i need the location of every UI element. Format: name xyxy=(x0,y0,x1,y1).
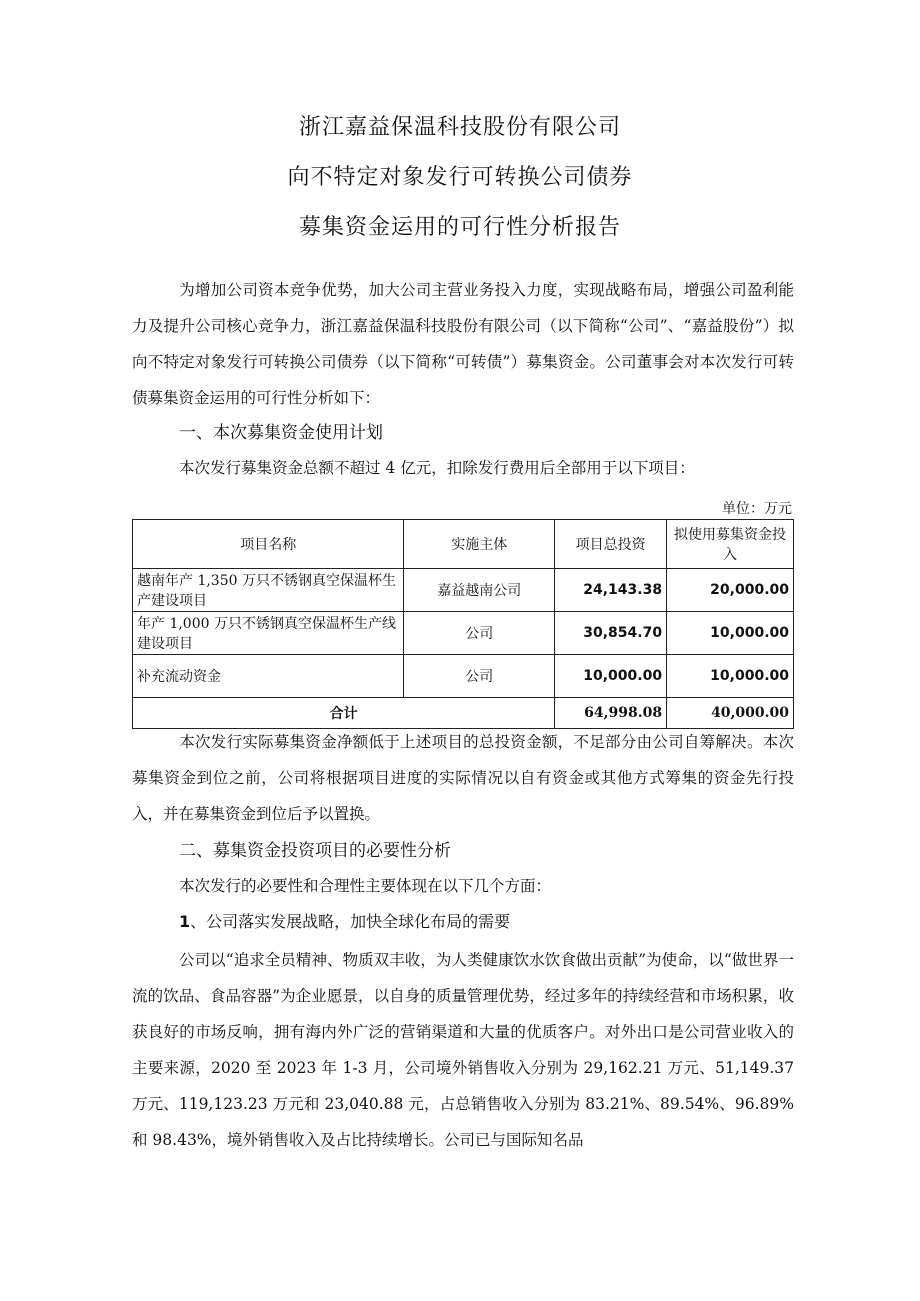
intro-paragraph xyxy=(132,272,794,416)
header-raise-amount: 拟使用募集资金投入 xyxy=(667,520,794,569)
intro-text: 为增加公司资本竞争优势，加大公司主营业务投入力度，实现战略布局，增强公司盈利能力及提升公司核心竞争力，浙江嘉益保温科技股份有限公司（以下简称“公司”、“嘉益股份”）拟向不特定对象发行可转换公司债券（以下简称“可转债”）募集资金。公司董事会对本次发行可转债募集资金运用的可行性分析如下： xyxy=(132,281,794,407)
sub1-heading xyxy=(179,909,510,932)
cell-total-invest: 10,000.00 xyxy=(555,655,667,698)
header-total-invest: 项目总投资 xyxy=(555,520,667,569)
cell-entity: 公司 xyxy=(404,655,555,698)
section2-text: 本次发行的必要性和合理性主要体现在以下几个方面： xyxy=(179,877,552,895)
section2-heading: 二、募集资金投资项目的必要性分析 xyxy=(179,841,451,861)
sub1-heading-text: 、公司落实发展战略，加快全球化布局的需要 xyxy=(190,912,511,931)
sub1-paragraph xyxy=(132,942,794,1158)
cell-entity: 公司 xyxy=(404,612,555,655)
section1-heading: 一、本次募集资金使用计划 xyxy=(179,423,383,443)
cell-total-raise-sum: 40,000.00 xyxy=(667,698,794,729)
cell-raise-amount: 20,000.00 xyxy=(667,569,794,612)
table-header-row xyxy=(133,520,794,569)
header-entity: 实施主体 xyxy=(404,520,555,569)
cell-total-invest: 30,854.70 xyxy=(555,612,667,655)
table-row xyxy=(133,569,794,612)
section1-text: 本次发行募集资金总额不超过 4 亿元，扣除发行费用后全部用于以下项目： xyxy=(179,459,695,477)
title-line-2: 向不特定对象发行可转换公司债券 xyxy=(287,165,633,190)
cell-total-label: 合计 xyxy=(133,698,555,729)
header-project-name: 项目名称 xyxy=(133,520,404,569)
title-line-1: 浙江嘉益保温科技股份有限公司 xyxy=(298,115,621,140)
cell-total-invest: 24,143.38 xyxy=(555,569,667,612)
cell-project-name: 年产 1,000 万只不锈钢真空保温杯生产线建设项目 xyxy=(133,612,404,655)
unit-label: 单位：万元 xyxy=(722,501,792,517)
cell-raise-amount: 10,000.00 xyxy=(667,612,794,655)
table-row xyxy=(133,612,794,655)
sub1-text: 公司以“追求全员精神、物质双丰收，为人类健康饮水饮食做出贡献”为使命，以“做世界一流的饮品、食品容器”为企业愿景，以自身的质量管理优势，经过多年的持续经营和市场积累，收获良好的市场反响，拥有海内外广泛的营销渠道和大量的优质客户。对外出口是公司营业收入的主要来源，2020 至 2023 年 1-3 月，公司境外销售收入分别为 29,162.21 万元、51,149.37 万元、119,123.23 万元和 23,040.88 元，占总销售收入分别为 83.21%、89.54%、96.89%和 98.43%，境外销售收入及占比持续增长。公司已与国际知名品 xyxy=(132,951,794,1149)
cell-project-name: 补充流动资金 xyxy=(133,655,404,698)
sub1-number: 1 xyxy=(179,912,191,931)
title-line-3: 募集资金运用的可行性分析报告 xyxy=(298,215,621,240)
cell-entity: 嘉益越南公司 xyxy=(404,569,555,612)
cell-raise-amount: 10,000.00 xyxy=(667,655,794,698)
after-table-paragraph xyxy=(132,724,794,832)
table-row xyxy=(133,655,794,698)
fund-usage-table xyxy=(132,519,794,729)
cell-total-invest-sum: 64,998.08 xyxy=(555,698,667,729)
cell-project-name: 越南年产 1,350 万只不锈钢真空保温杯生产建设项目 xyxy=(133,569,404,612)
after-table-text: 本次发行实际募集资金净额低于上述项目的总投资金额，不足部分由公司自筹解决。本次募集资金到位之前，公司将根据项目进度的实际情况以自有资金或其他方式筹集的资金先行投入，并在募集资金到位后予以置换。 xyxy=(132,733,794,823)
